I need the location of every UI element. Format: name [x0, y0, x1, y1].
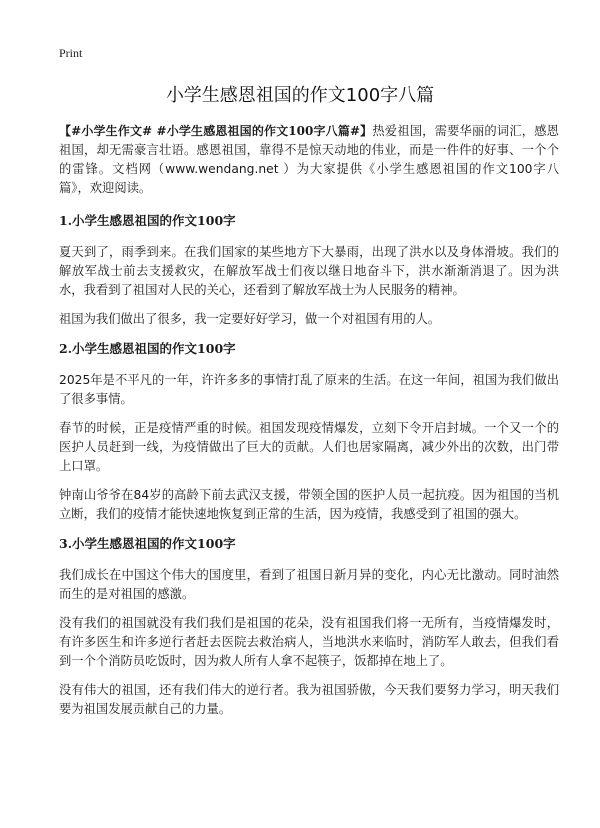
section-2-paragraph-3: 钟南山爷爷在84岁的高龄下前去武汉支援，带领全国的医护人员一起抗疫。因为祖国的当机立断，我们的疫情才能快速地恢复到正常的生活，因为疫情，我感受到了祖国的强大。: [59, 488, 559, 521]
section-heading-2: 2.小学生感恩祖国的作文100字: [59, 341, 236, 356]
print-link[interactable]: Print: [59, 46, 83, 60]
section-2-paragraph-1: 2025年是不平凡的一年，许许多多的事情打乱了原来的生活。在这一年间，祖国为我们做出了很多事情。: [59, 373, 559, 406]
section-1-paragraph-2: 祖国为我们做出了很多，我一定要好好学习，做一个对祖国有用的人。: [59, 312, 441, 326]
intro-text: 热爱祖国，需要华丽的词汇，感恩祖国，却无需豪言壮语。感恩祖国，靠得不是惊天动地的伟业，而是一件件的好事、一个个的雷锋。文档网（www.wendang.net ）为大家提供《小学生感恩祖国的作文100字八篇》，欢迎阅读。: [59, 124, 559, 195]
section-3-paragraph-3: 没有伟大的祖国，还有我们伟大的逆行者。我为祖国骄傲，今天我们要努力学习，明天我们要为祖国发展贡献自己的力量。: [59, 683, 559, 716]
intro-paragraph: [59, 122, 559, 198]
section-1-paragraph-1: 夏天到了，雨季到来。在我们国家的某些地方下大暴雨，出现了洪水以及身体滑坡。我们的解放军战士前去支援救灾，在解放军战士们夜以继日地奋斗下，洪水渐渐消退了。因为洪水，我看到了祖国对人民的关心，还看到了解放军战士为人民服务的精神。: [59, 245, 559, 297]
section-2-paragraph-2: 春节的时候，正是疫情严重的时候。祖国发现疫情爆发，立刻下令开启封城。一个又一个的医护人员赶到一线，为疫情做出了巨大的贡献。人们也居家隔离，减少外出的次数，出门带上口罩。: [59, 421, 559, 473]
page-title: 小学生感恩祖国的作文100字八篇: [165, 85, 435, 106]
article-body: [59, 122, 559, 729]
section-3-paragraph-1: 我们成长在中国这个伟大的国度里，看到了祖国日新月异的变化，内心无比激动。同时油然而生的是对祖国的感激。: [59, 568, 559, 601]
section-3-paragraph-2: 没有我们的祖国就没有我们我们是祖国的花朵，没有祖国我们将一无所有，当疫情爆发时，有许多医生和许多逆行者赶去医院去救治病人，当地洪水来临时，消防军人敢去，但我们看到一个个消防员吃饭时，因为救人所有人拿不起筷子，饭都掉在地上了。: [59, 616, 559, 668]
intro-tags: 【#小学生作文# #小学生感恩祖国的作文100字八篇#】: [59, 124, 373, 138]
section-heading-1: 1.小学生感恩祖国的作文100字: [59, 213, 236, 228]
section-heading-3: 3.小学生感恩祖国的作文100字: [59, 536, 236, 551]
